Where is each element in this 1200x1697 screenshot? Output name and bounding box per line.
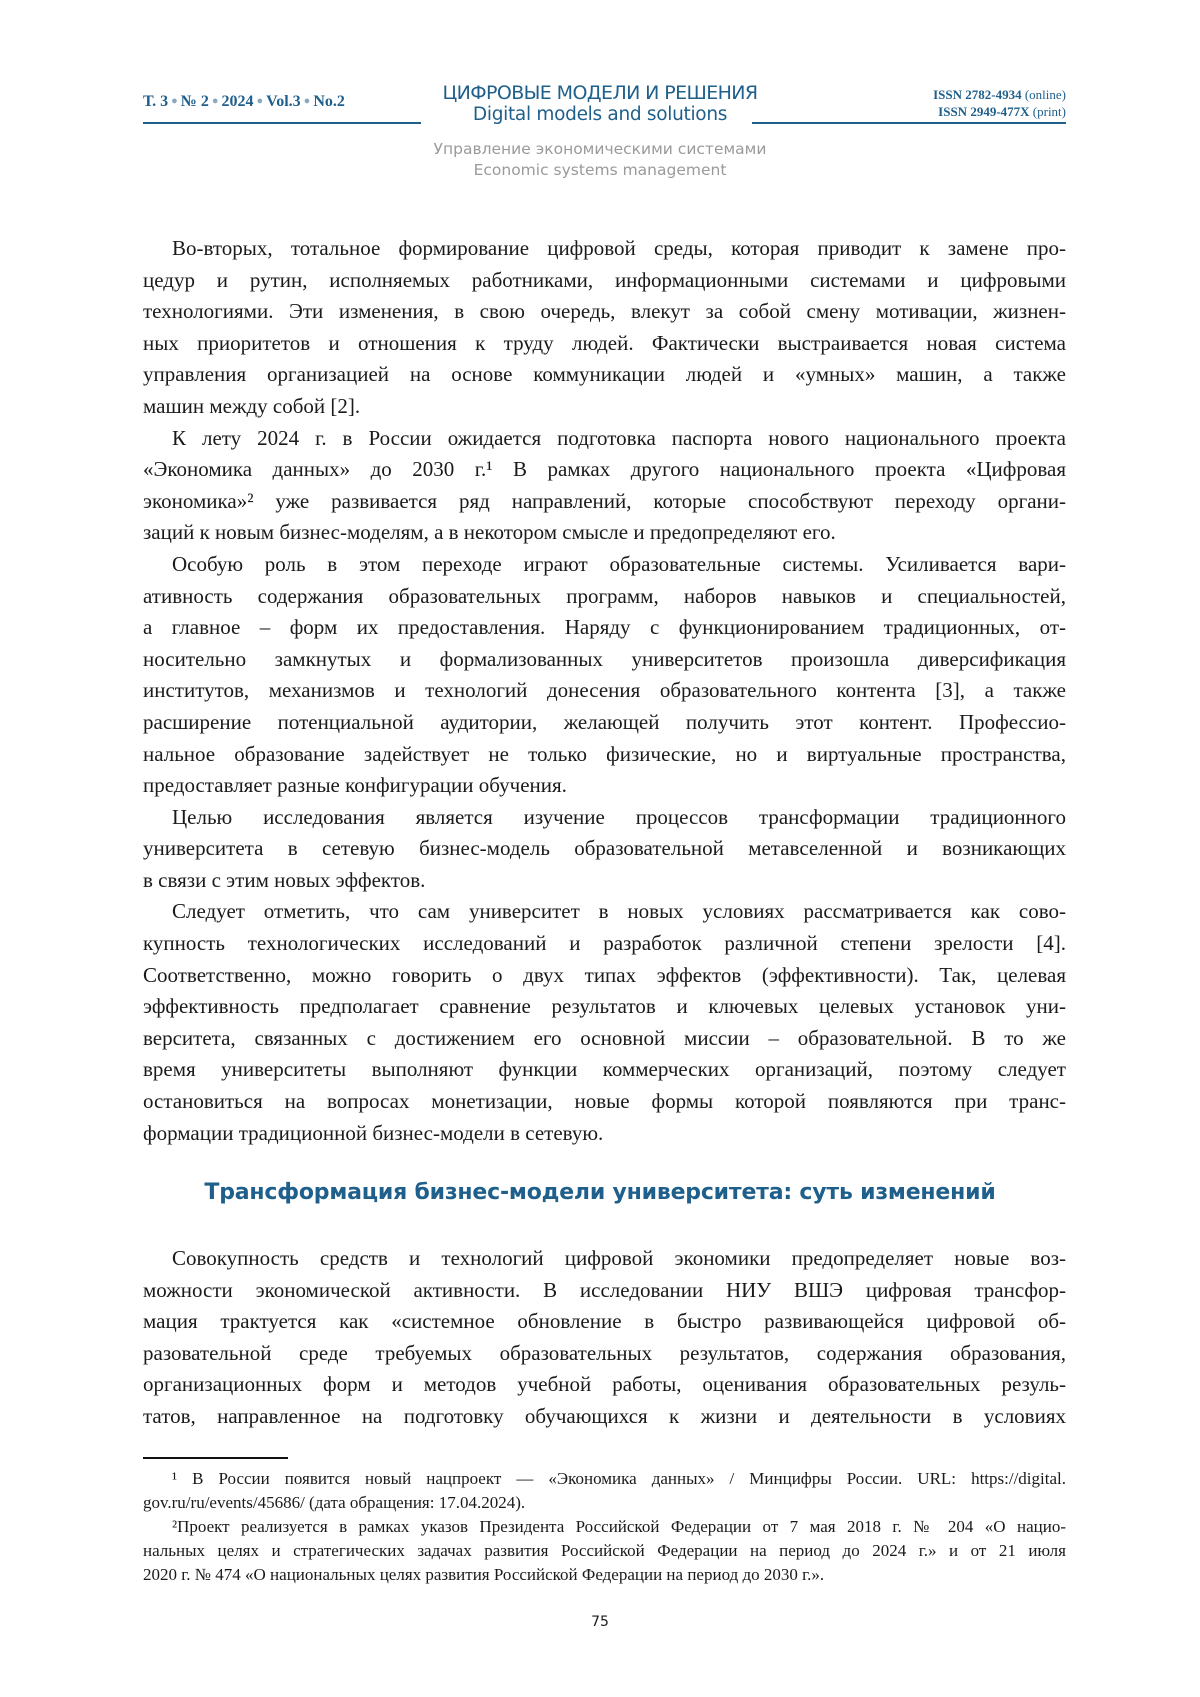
text-line: нальное образование задействует не только физические, но и виртуальные пространства, [143,739,1066,771]
section-heading: Трансформация бизнес-модели университета: суть изменений [0,1180,1200,1205]
bullet-icon: ● [171,95,178,107]
volume-en: Vol.3 [266,93,301,110]
text-line: организационных форм и методов учебной работы, оценивания образовательных резуль- [143,1369,1066,1401]
footnote [143,1515,1066,1587]
text-line: ¹ В России появится новый нацпроект — «Экономика данных» / Минцифры России. URL: https://digital. [143,1467,1066,1491]
issn-online: ISSN 2782-4934 [933,87,1022,102]
text-line: Следует отметить, что сам университет в новых условиях рассматривается как сово- [143,896,1066,928]
text-line: татов, направленное на подготовку обучающихся к жизни и деятельности в условиях [143,1401,1066,1433]
issn-print-label: (print) [1033,104,1066,119]
text-line: можности экономической активности. В исследовании НИУ ВШЭ цифровая трансфор- [143,1275,1066,1307]
body-text-top [143,233,1066,1149]
text-line: мация трактуется как «системное обновление в быстро развивающейся цифровой об- [143,1306,1066,1338]
footnote-rule [143,1457,288,1459]
text-line: предоставляет разные конфигурации обучения. [143,770,1066,802]
text-line: институтов, механизмов и технологий донесения образовательного контента [3], а также [143,675,1066,707]
paragraph [143,802,1066,897]
issn-print: ISSN 2949-477X [938,104,1029,119]
number-en: No.2 [313,93,345,110]
text-line: купность технологических исследований и разработок различной степени зрелости [4]. [143,928,1066,960]
text-line: разовательной среде требуемых образовательных результатов, содержания образования, [143,1338,1066,1370]
text-line: ²Проект реализуется в рамках указов Президента Российской Федерации от 7 мая 2018 г. № 204 «О нацио- [143,1515,1066,1539]
text-line: К лету 2024 г. в России ожидается подготовка паспорта нового национального проекта [143,423,1066,455]
text-line: эффективность предполагает сравнение результатов и ключевых целевых установок уни- [143,991,1066,1023]
text-line: носительно замкнутых и формализованных университетов произошла диверсификация [143,644,1066,676]
text-line: расширение потенциальной аудитории, желающей получить этот контент. Профессио- [143,707,1066,739]
issn-block [933,86,1066,120]
text-line: 2020 г. № 474 «О национальных целях развития Российской Федерации на период до 2030 г.». [143,1563,1066,1587]
journal-title-en: Digital models and solutions [0,104,1200,126]
text-line: gov.ru/ru/events/45686/ (дата обращения: 17.04.2024). [143,1491,1066,1515]
volume-ru: Т. 3 [143,93,168,110]
footnote [143,1467,1066,1515]
text-line: Особую роль в этом переходе играют образовательные системы. Усиливается вари- [143,549,1066,581]
paragraph [143,1243,1066,1433]
text-line: время университеты выполняют функции коммерческих организаций, поэтому следует [143,1054,1066,1086]
text-line: в связи с этим новых эффектов. [143,865,1066,897]
body-text-bottom [143,1243,1066,1433]
text-line: экономика»² уже развивается ряд направлений, которые способствуют переходу органи- [143,486,1066,518]
text-line: верситета, связанных с достижением его основной миссии – образовательной. В то же [143,1023,1066,1055]
number-ru: № 2 [181,93,209,110]
text-line: технологиями. Эти изменения, в свою очередь, влекут за собой смену мотивации, жизнен- [143,296,1066,328]
text-line: цедур и рутин, исполняемых работниками, информационными системами и цифровыми [143,265,1066,297]
text-line: ативность содержания образовательных программ, наборов навыков и специальностей, [143,581,1066,613]
text-line: нальных целях и стратегических задачах развития Российской Федерации на период до 2024 г.» и от 21 июля [143,1539,1066,1563]
text-line: остановиться на вопросах монетизации, новые формы которой появляются при транс- [143,1086,1066,1118]
bullet-icon: ● [256,95,263,107]
bullet-icon: ● [304,95,311,107]
text-line: машин между собой [2]. [143,391,1066,423]
text-line: Во-вторых, тотальное формирование цифровой среды, которая приводит к замене про- [143,233,1066,265]
text-line: заций к новым бизнес-моделям, а в некотором смысле и предопределяют его. [143,517,1066,549]
year: 2024 [221,93,253,110]
paragraph [143,549,1066,802]
bullet-icon: ● [212,95,219,107]
journal-title-ru: ЦИФРОВЫЕ МОДЕЛИ И РЕШЕНИЯ [0,82,1200,104]
text-line: управления организацией на основе коммуникации людей и «умных» машин, а также [143,359,1066,391]
text-line: а главное – форм их предоставления. Наряду с функционированием традиционных, от- [143,612,1066,644]
footnotes [143,1467,1066,1587]
issn-online-label: (online) [1025,87,1066,102]
paragraph [143,233,1066,423]
section-name-en: Economic systems management [0,160,1200,181]
text-line: университета в сетевую бизнес-модель образовательной метавселенной и возникающих [143,833,1066,865]
text-line: Целью исследования является изучение процессов трансформации традиционного [143,802,1066,834]
section-name [0,139,1200,181]
paragraph [143,896,1066,1149]
page-number: 75 [0,1614,1200,1630]
paragraph [143,423,1066,549]
text-line: «Экономика данных» до 2030 г.¹ В рамках другого национального проекта «Цифровая [143,454,1066,486]
text-line: Соответственно, можно говорить о двух типах эффектов (эффективности). Так, целевая [143,960,1066,992]
section-name-ru: Управление экономическими системами [0,139,1200,160]
text-line: формации традиционной бизнес-модели в сетевую. [143,1118,1066,1150]
text-line: ных приоритетов и отношения к труду людей. Фактически выстраивается новая система [143,328,1066,360]
text-line: Совокупность средств и технологий цифровой экономики предопределяет новые воз- [143,1243,1066,1275]
